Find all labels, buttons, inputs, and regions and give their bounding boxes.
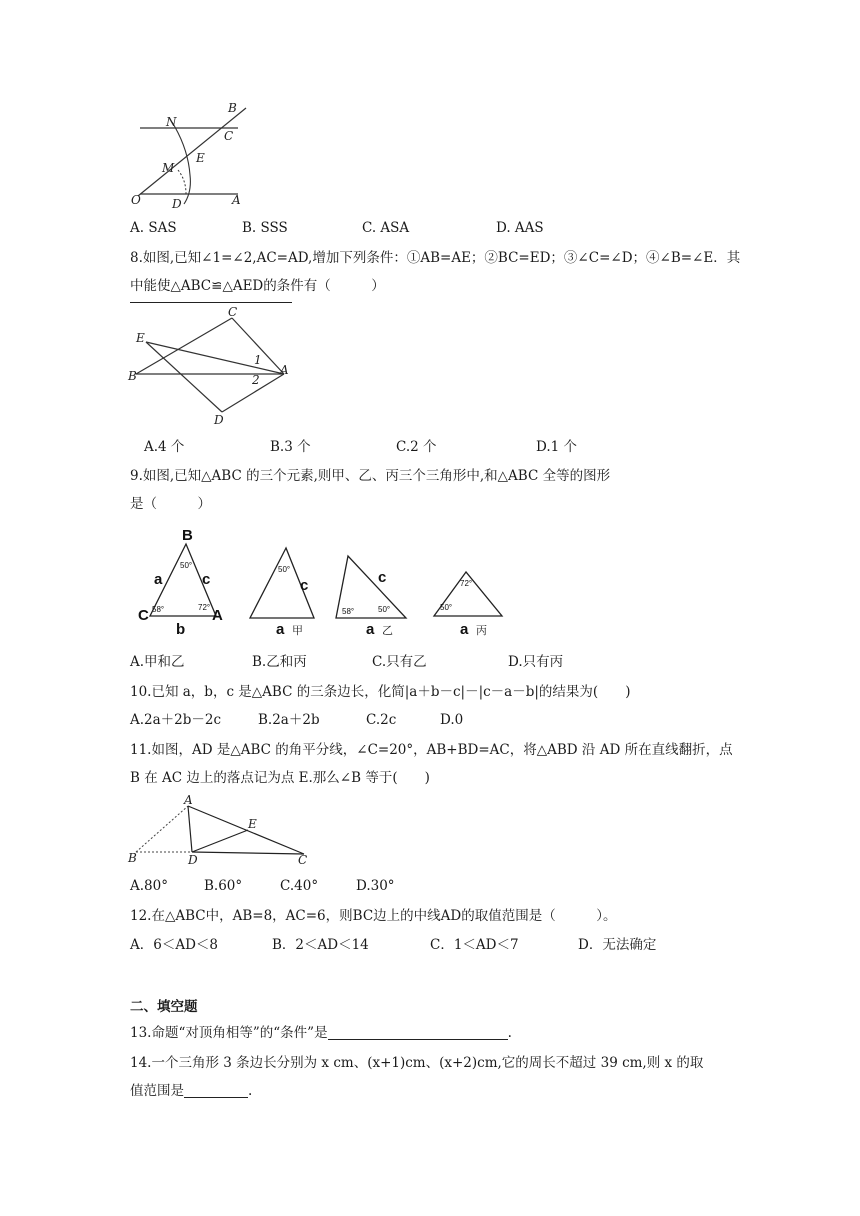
- angle-58: 58°: [152, 605, 165, 614]
- angle-50: 50°: [378, 605, 391, 614]
- q8-option-d[interactable]: D.1 个: [536, 439, 578, 455]
- label-M: M: [162, 161, 175, 175]
- label-C: C: [224, 129, 234, 143]
- angle-50: 50°: [440, 603, 453, 612]
- q11-text-line1: 11.如图，AD 是△ABC 的角平分线，∠C=20°，AB+BD=AC，将△ABD 沿 AD 所在直线翻折，点: [130, 742, 733, 758]
- figure-q11: [126, 794, 316, 866]
- q12-option-b[interactable]: B．2＜AD＜14: [272, 937, 369, 953]
- q14-text-line1: 14.一个三角形 3 条边长分别为 x cm、(x+1)cm、(x+2)cm,它的周长不超过 39 cm,则 x 的取: [130, 1055, 704, 1071]
- divider: [130, 302, 292, 303]
- label-A: A: [232, 193, 241, 207]
- section-title: 二、填空题: [130, 999, 198, 1015]
- figure-q7: [128, 100, 258, 210]
- q9-option-c[interactable]: C.只有乙: [372, 654, 427, 670]
- figure-q8: [126, 304, 306, 430]
- q13-text: 13.命题“对顶角相等”的“条件”是: [130, 1025, 328, 1041]
- q10-option-c[interactable]: C.2c: [366, 712, 397, 728]
- q12-option-a[interactable]: A．6＜AD＜8: [130, 937, 219, 953]
- q12-option-c[interactable]: C．1＜AD＜7: [430, 937, 519, 953]
- label-A: A: [212, 607, 223, 624]
- q14-line2: [130, 1081, 252, 1101]
- q7-option-d[interactable]: D. AAS: [496, 220, 544, 236]
- angle-50: 50°: [278, 565, 291, 574]
- label-c: c: [378, 569, 387, 586]
- q10-text-line1: 10.已知 a，b，c 是△ABC 的三条边长，化简|a＋b－c|－|c－a－b|的结果为( ): [130, 684, 631, 700]
- label-A: A: [280, 363, 289, 377]
- label-D: D: [214, 413, 224, 427]
- label-N: N: [166, 115, 177, 129]
- q9-text-line1: 9.如图,已知△ABC 的三个元素,则甲、乙、丙三个三角形中,和△ABC 全等的图形: [130, 468, 611, 484]
- label-C: C: [298, 853, 308, 866]
- q11-option-b[interactable]: B.60°: [204, 878, 243, 894]
- q8-option-c[interactable]: C.2 个: [396, 439, 437, 455]
- q9-option-d[interactable]: D.只有丙: [508, 654, 564, 670]
- q11-option-d[interactable]: D.30°: [356, 878, 395, 894]
- label-c: c: [300, 577, 309, 594]
- q9-text-line2: 是（ ）: [130, 496, 211, 512]
- q12-option-d[interactable]: D．无法确定: [578, 937, 657, 953]
- label-D: D: [188, 853, 198, 866]
- q9-option-b[interactable]: B.乙和丙: [252, 654, 307, 670]
- label-1: 1: [254, 353, 262, 367]
- label-c: c: [202, 571, 211, 588]
- q13-answer-blank[interactable]: [328, 1025, 508, 1040]
- label-E: E: [136, 331, 145, 345]
- label-B: B: [182, 527, 193, 544]
- label-E: E: [248, 817, 257, 831]
- q11-option-c[interactable]: C.40°: [280, 878, 319, 894]
- q10-option-b[interactable]: B.2a＋2b: [258, 712, 320, 728]
- label-B: B: [128, 369, 137, 383]
- q8-text-line2: 中能使△ABC≌△AED的条件有（ ）: [130, 278, 385, 294]
- angle-72: 72°: [460, 579, 473, 588]
- q14-text: 值范围是: [130, 1083, 184, 1099]
- q9-option-a[interactable]: A.甲和乙: [130, 654, 185, 670]
- label-E: E: [196, 151, 205, 165]
- q10-option-a[interactable]: A.2a＋2b－2c: [130, 712, 222, 728]
- q8-option-b[interactable]: B.3 个: [270, 439, 311, 455]
- label-C: C: [228, 305, 238, 319]
- label-a: a: [366, 621, 375, 638]
- label-B: B: [228, 101, 237, 115]
- q13-text-end: .: [507, 1025, 512, 1041]
- label-B: B: [128, 851, 137, 865]
- label-2: 2: [252, 373, 260, 387]
- angle-72: 72°: [198, 603, 211, 612]
- q8-option-a[interactable]: A.4 个: [144, 439, 185, 455]
- figure-q9: [130, 524, 520, 642]
- label-O: O: [131, 193, 141, 207]
- label-jia: 甲: [292, 624, 303, 637]
- label-bing: 丙: [476, 624, 487, 637]
- q8-text-line1: 8.如图,已知∠1=∠2,AC=AD,增加下列条件：①AB=AE；②BC=ED；③∠C=∠D；④∠B=∠E．其: [130, 250, 741, 266]
- label-b: b: [176, 621, 186, 638]
- q11-text-line2: B 在 AC 边上的落点记为点 E.那么∠B 等于( ): [130, 770, 430, 786]
- q7-option-b[interactable]: B. SSS: [242, 220, 288, 236]
- q14-answer-blank[interactable]: [184, 1083, 248, 1098]
- label-a: a: [154, 571, 163, 588]
- angle-50: 50°: [180, 561, 193, 570]
- q7-option-c[interactable]: C. ASA: [362, 220, 410, 236]
- label-C: C: [138, 607, 149, 624]
- q13-line: [130, 1023, 512, 1043]
- q10-option-d[interactable]: D.0: [440, 712, 464, 728]
- q11-option-a[interactable]: A.80°: [130, 878, 168, 894]
- q14-text-end: .: [248, 1083, 253, 1099]
- q7-option-a[interactable]: A. SAS: [130, 220, 177, 236]
- label-a: a: [276, 621, 285, 638]
- label-yi: 乙: [382, 624, 393, 637]
- label-A: A: [184, 794, 193, 807]
- label-D: D: [172, 197, 182, 210]
- label-a: a: [460, 621, 469, 638]
- q12-text-line1: 12.在△ABC中，AB=8，AC=6，则BC边上的中线AD的取值范围是（ ）。: [130, 908, 617, 924]
- angle-58: 58°: [342, 607, 355, 616]
